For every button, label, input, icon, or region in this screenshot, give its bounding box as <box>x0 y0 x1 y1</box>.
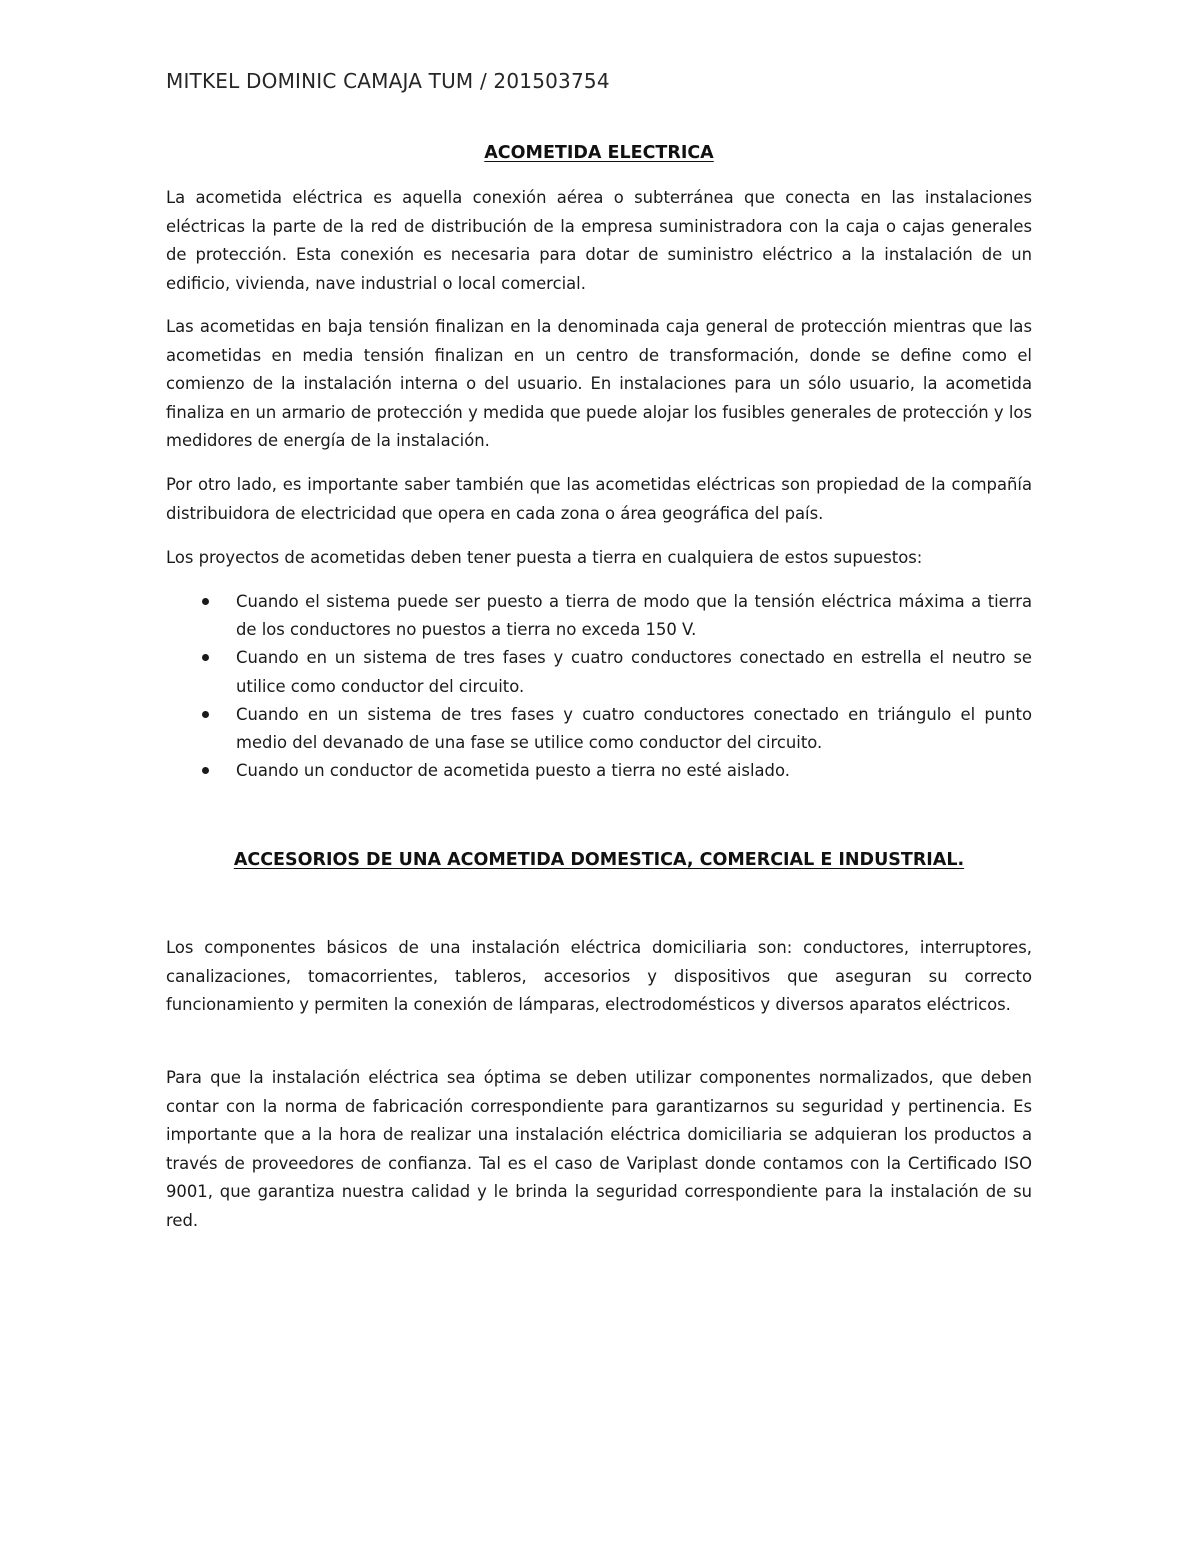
paragraph: Los componentes básicos de una instalación eléctrica domiciliaria son: conductores, interruptores, canalizaciones, tomacorrientes, tableros, accesorios y dispositivos que aseguran su correcto funcionamiento y permiten la conexión de lámparas, electrodomésticos y diversos aparatos eléctricos. <box>166 938 1032 1015</box>
bullet-icon <box>202 767 209 774</box>
bullet-list <box>166 588 1032 785</box>
bullet-icon <box>202 654 209 661</box>
paragraph: Por otro lado, es importante saber también que las acometidas eléctricas son propiedad de la compañía distribuidora de electricidad que opera en cada zona o área geográfica del país. <box>166 475 1032 523</box>
paragraph: Las acometidas en baja tensión finalizan en la denominada caja general de protección mientras que las acometidas en media tensión finalizan en un centro de transformación, donde se define como el comienzo de la instalación interna o del usuario. En instalaciones para un sólo usuario, la acometida finaliza en un armario de protección y medida que puede alojar los fusibles generales de protección y los medidores de energía de la instalación. <box>166 317 1032 451</box>
paragraph: La acometida eléctrica es aquella conexión aérea o subterránea que conecta en las instalaciones eléctricas la parte de la red de distribución de la empresa suministradora con la caja o cajas generales de protección. Esta conexión es necesaria para dotar de suministro eléctrico a la instalación de un edificio, vivienda, nave industrial o local comercial. <box>166 188 1032 293</box>
paragraph: Los proyectos de acometidas deben tener puesta a tierra en cualquiera de estos supuestos: <box>166 548 923 567</box>
list-item <box>166 588 1032 644</box>
list-item <box>166 757 1032 785</box>
section-title-acometida: ACOMETIDA ELECTRICA <box>484 143 714 163</box>
list-item <box>166 701 1032 757</box>
list-item-text: Cuando en un sistema de tres fases y cuatro conductores conectado en triángulo el punto medio del devanado de una fase se utilice como conductor del circuito. <box>236 704 1032 753</box>
bullet-icon <box>202 598 209 605</box>
list-item <box>166 644 1032 700</box>
section-title-accesorios: ACCESORIOS DE UNA ACOMETIDA DOMESTICA, COMERCIAL E INDUSTRIAL. <box>233 850 965 870</box>
list-item-text: Cuando en un sistema de tres fases y cuatro conductores conectado en estrella el neutro se utilice como conductor del circuito. <box>236 648 1032 696</box>
list-item-text: Cuando el sistema puede ser puesto a tierra de modo que la tensión eléctrica máxima a tierra de los conductores no puestos a tierra no exceda 150 V. <box>236 592 1032 640</box>
author-header: MITKEL DOMINIC CAMAJA TUM / 201503754 <box>166 69 610 93</box>
paragraph: Para que la instalación eléctrica sea óptima se deben utilizar componentes normalizados, que deben contar con la norma de fabricación correspondiente para garantizarnos su seguridad y pertinencia. Es importante que a la hora de realizar una instalación eléctrica domiciliaria se adquieran los productos a través de proveedores de confianza. Tal es el caso de Variplast donde contamos con la Certificado ISO 9001, que garantiza nuestra calidad y le brinda la seguridad correspondiente para la instalación de su red. <box>166 1068 1032 1230</box>
bullet-icon <box>202 711 209 718</box>
list-item-text: Cuando un conductor de acometida puesto a tierra no esté aislado. <box>236 761 790 781</box>
